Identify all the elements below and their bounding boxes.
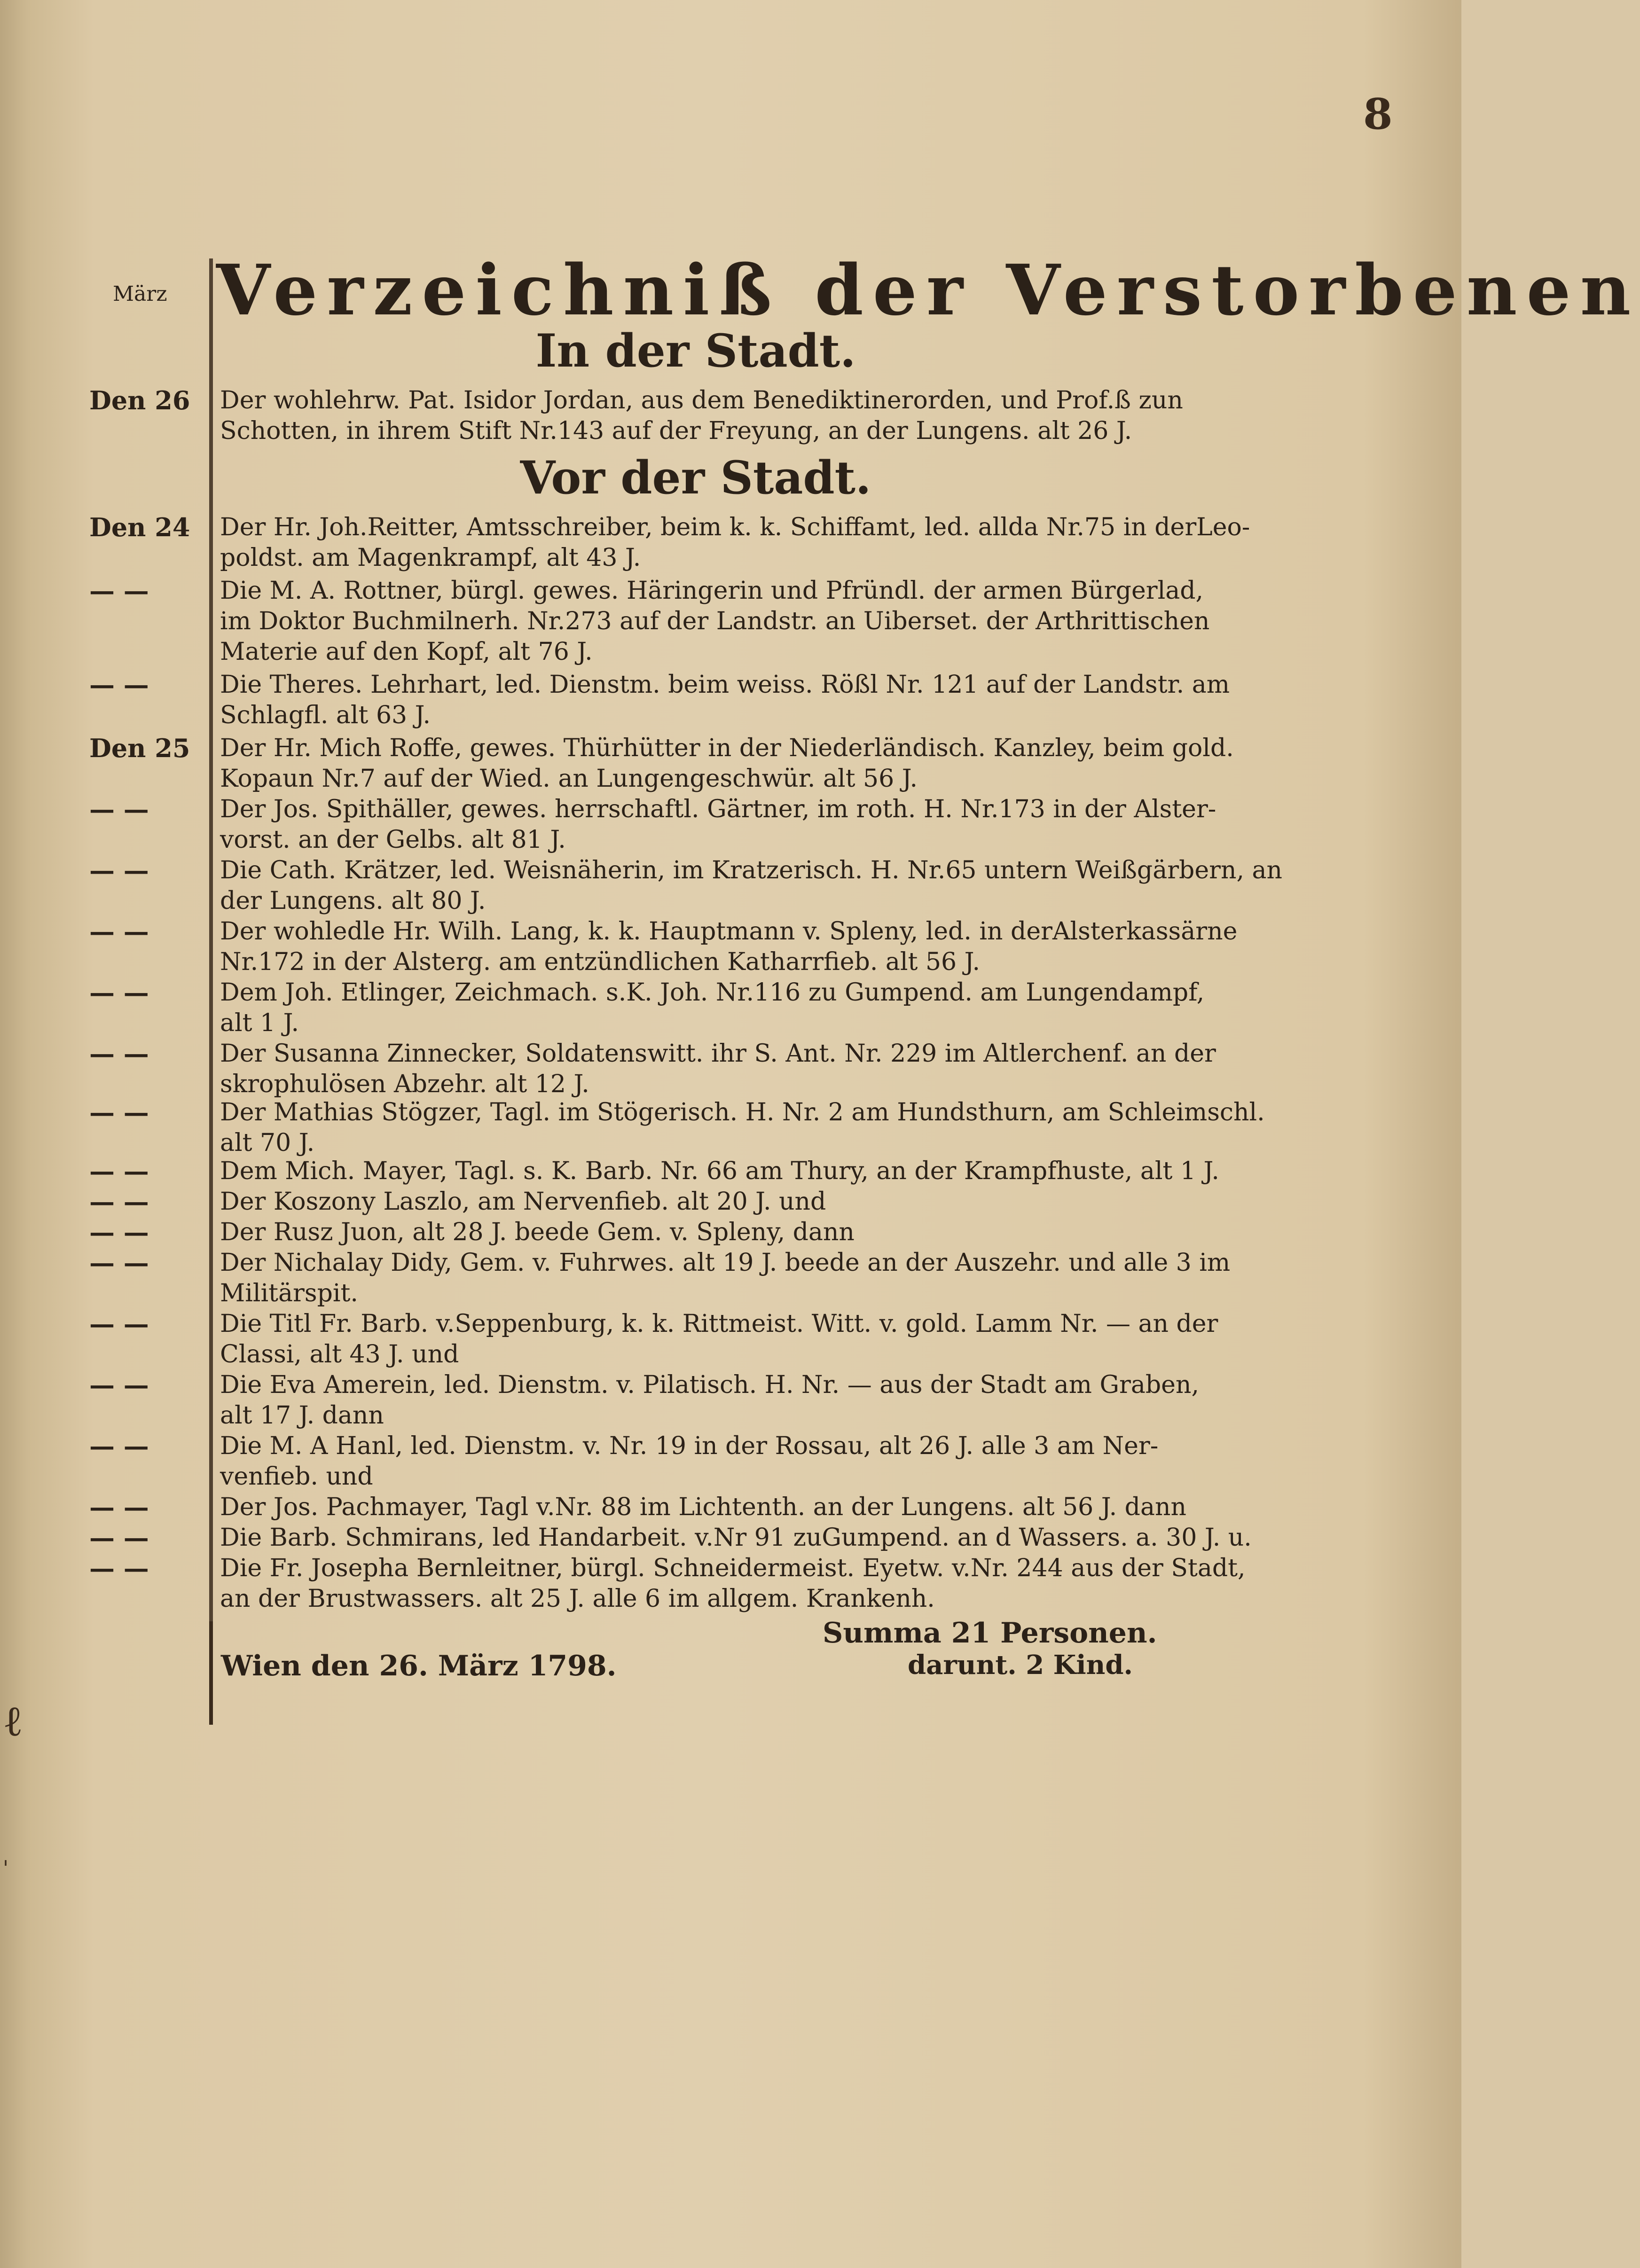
entry-date: Den 24 bbox=[89, 512, 190, 542]
entry-date: — — bbox=[89, 1187, 149, 1217]
summa-children: darunt. 2 Kind. bbox=[907, 1650, 1133, 1681]
entry-line: alt 70 J. bbox=[220, 1129, 315, 1157]
entry-text bbox=[220, 670, 1230, 731]
entry-date: — — bbox=[89, 1553, 149, 1583]
entry-line: Der wohledle Hr. Wilh. Lang, k. k. Hauptmann v. Spleny, led. in derAlsterkassärne bbox=[220, 917, 1238, 946]
entry-date: — — bbox=[89, 978, 149, 1008]
entry-line: Kopaun Nr.7 auf der Wied. an Lungengeschwür. alt 56 J. bbox=[220, 765, 918, 793]
entry-date: — — bbox=[89, 916, 149, 946]
entry-text bbox=[220, 1039, 1216, 1100]
entry-line: Dem Joh. Etlinger, Zeichmach. s.K. Joh. Nr.116 zu Gumpend. am Lungendampf, bbox=[220, 978, 1205, 1007]
entry-text bbox=[220, 1309, 1218, 1370]
entry-date: — — bbox=[89, 1156, 149, 1186]
entry-line: skrophulösen Abzehr. alt 12 J. bbox=[220, 1070, 589, 1098]
entry-line: Schotten, in ihrem Stift Nr.143 auf der Freyung, an der Lungens. alt 26 J. bbox=[220, 417, 1132, 445]
entry-line: Die Fr. Josepha Bernleitner, bürgl. Schneidermeist. Eyetw. v.Nr. 244 aus der Stadt, bbox=[220, 1554, 1246, 1582]
footer-rule bbox=[209, 1621, 213, 1725]
entry-line: Die Titl Fr. Barb. v.Seppenburg, k. k. Rittmeist. Witt. v. gold. Lamm Nr. — an der bbox=[220, 1310, 1218, 1338]
entry-line: der Lungens. alt 80 J. bbox=[220, 887, 486, 915]
entry-line: poldst. am Magenkrampf, alt 43 J. bbox=[220, 544, 641, 572]
entry-line: vorst. an der Gelbs. alt 81 J. bbox=[220, 826, 566, 854]
entry-date: — — bbox=[89, 576, 149, 606]
entry-text bbox=[220, 1523, 1252, 1553]
entry-line: Classi, alt 43 J. und bbox=[220, 1340, 459, 1369]
entry-text bbox=[220, 794, 1216, 855]
entry-line: Militärspit. bbox=[220, 1279, 358, 1307]
entry-text bbox=[220, 733, 1234, 794]
entry-date: — — bbox=[89, 1492, 149, 1522]
entry-line: Dem Mich. Mayer, Tagl. s. K. Barb. Nr. 66 am Thury, an der Krampfhuste, alt 1 J. bbox=[220, 1157, 1219, 1185]
entry-date: — — bbox=[89, 1097, 149, 1127]
entry-line: Der Rusz Juon, alt 28 J. beede Gem. v. Spleny, dann bbox=[220, 1218, 855, 1246]
entry-text bbox=[220, 1370, 1199, 1431]
entry-text bbox=[220, 512, 1250, 573]
entry-text bbox=[220, 1492, 1188, 1523]
entry-line: Die Barb. Schmirans, led Handarbeit. v.Nr 91 zuGumpend. an d Wassers. a. 30 J. u. bbox=[220, 1524, 1252, 1552]
entry-line: Materie auf den Kopf, alt 76 J. bbox=[220, 638, 593, 666]
month-side-label: März bbox=[113, 282, 167, 306]
entry-date: — — bbox=[89, 1217, 149, 1247]
entry-line: an der Brustwassers. alt 25 J. alle 6 im allgem. Krankenh. bbox=[220, 1585, 935, 1613]
entry-date: — — bbox=[89, 670, 149, 700]
entry-line: Der Hr. Mich Roffe, gewes. Thürhütter in der Niederländisch. Kanzley, beim gold. bbox=[220, 734, 1234, 762]
document-title: Verzeichniß der Verstorbenen bbox=[216, 249, 1640, 331]
entry-line: Die M. A. Rottner, bürgl. gewes. Häringerin und Pfründl. der armen Bürgerlad, bbox=[220, 577, 1204, 605]
entry-line: Der Hr. Joh.Reitter, Amtsschreiber, beim k. k. Schiffamt, led. allda Nr.75 in derLeo- bbox=[220, 513, 1250, 541]
edge-mark-1: ℓ bbox=[3, 1697, 24, 1746]
entry-text bbox=[220, 1431, 1188, 1492]
entry-line: Die Cath. Krätzer, led. Weisnäherin, im Kratzerisch. H. Nr.65 untern Weißgärbern, an bbox=[220, 856, 1283, 884]
entry-text bbox=[220, 916, 1238, 978]
entry-text bbox=[220, 385, 1188, 446]
entry-line: Die M. A Hanl, led. Dienstm. v. Nr. 19 in der Rossau, alt 26 J. alle 3 am Ner- bbox=[220, 1432, 1159, 1460]
entry-line: Der Jos. Spithäller, gewes. herrschaftl. Gärtner, im roth. H. Nr.173 in der Alster- bbox=[220, 795, 1216, 823]
entry-line: Der Mathias Stögzer, Tagl. im Stögerisch. H. Nr. 2 am Hundsthurn, am Schleimschl. bbox=[220, 1098, 1265, 1126]
entry-date: — — bbox=[89, 1039, 149, 1069]
section-in-city: In der Stadt. bbox=[535, 324, 856, 377]
entry-date: — — bbox=[89, 1248, 149, 1278]
page-number: 8 bbox=[1363, 89, 1393, 139]
entry-date: — — bbox=[89, 1309, 149, 1339]
entry-line: alt 17 J. dann bbox=[220, 1401, 384, 1430]
edge-mark-2: ' bbox=[3, 1856, 9, 1880]
entry-text bbox=[220, 1156, 1219, 1187]
entry-text bbox=[220, 1217, 1188, 1248]
entry-line: im Doktor Buchmilnerh. Nr.273 auf der Landstr. an Uiberset. der Arthrittischen bbox=[220, 607, 1210, 635]
entry-line: Die Eva Amerein, led. Dienstm. v. Pilatisch. H. Nr. — aus der Stadt am Graben, bbox=[220, 1371, 1199, 1399]
entry-line: alt 1 J. bbox=[220, 1009, 299, 1037]
entry-line: Die Theres. Lehrhart, led. Dienstm. beim weiss. Rößl Nr. 121 auf der Landstr. am bbox=[220, 671, 1230, 699]
entry-line: Der wohlehrw. Pat. Isidor Jordan, aus dem Benediktinerorden, und Prof.ß zun bbox=[220, 386, 1183, 414]
entry-text bbox=[220, 1097, 1265, 1158]
entry-date: Den 25 bbox=[89, 733, 190, 763]
entry-text bbox=[220, 1553, 1246, 1614]
summa-total: Summa 21 Personen. bbox=[823, 1617, 1157, 1650]
place-date: Wien den 26. März 1798. bbox=[221, 1650, 617, 1682]
entry-date: — — bbox=[89, 1431, 149, 1461]
entry-text bbox=[220, 1248, 1231, 1309]
section-outside-city: Vor der Stadt. bbox=[520, 451, 871, 504]
entry-line: Der Susanna Zinnecker, Soldatenswitt. ihr S. Ant. Nr. 229 im Altlerchenf. an der bbox=[220, 1040, 1216, 1068]
entry-text bbox=[220, 1187, 1188, 1217]
entry-text bbox=[220, 855, 1283, 916]
entry-date: Den 26 bbox=[89, 385, 190, 415]
entry-line: venfieb. und bbox=[220, 1462, 373, 1491]
entry-date: — — bbox=[89, 794, 149, 824]
entry-date: — — bbox=[89, 855, 149, 885]
entry-line: Der Koszony Laszlo, am Nervenfieb. alt 20 J. und bbox=[220, 1188, 826, 1216]
entry-line: Der Nichalay Didy, Gem. v. Fuhrwes. alt 19 J. beede an der Auszehr. und alle 3 im bbox=[220, 1249, 1231, 1277]
entry-date: — — bbox=[89, 1370, 149, 1400]
entry-line: Nr.172 in der Alsterg. am entzündlichen Katharrfieb. alt 56 J. bbox=[220, 948, 980, 976]
entry-text bbox=[220, 576, 1210, 667]
entry-date: — — bbox=[89, 1523, 149, 1553]
entry-text bbox=[220, 978, 1205, 1039]
entry-line: Schlagfl. alt 63 J. bbox=[220, 701, 431, 729]
entry-line: Der Jos. Pachmayer, Tagl v.Nr. 88 im Lichtenth. an der Lungens. alt 56 J. dann bbox=[220, 1493, 1186, 1521]
